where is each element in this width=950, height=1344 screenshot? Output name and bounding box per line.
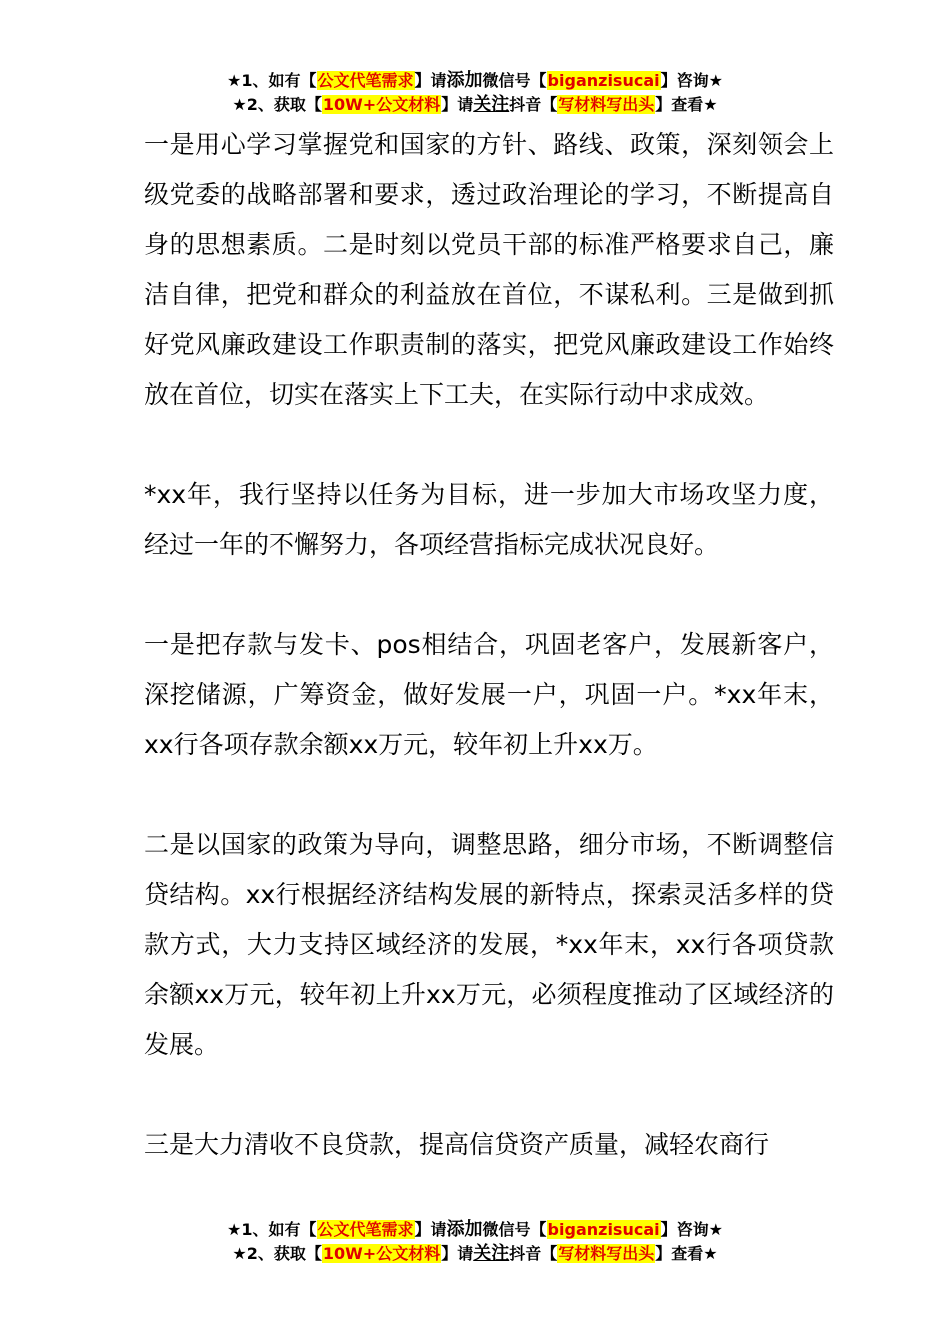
banner-line-1: [0, 69, 950, 93]
banner-text: 微信号【: [482, 1220, 547, 1239]
paragraph-4: 二是以国家的政策为导向，调整思路，细分市场，不断调整信贷结构。xx行根据经济结构发展的新特点，探索灵活多样的贷款方式，大力支持区域经济的发展，*xx年末，xx行各项贷款余额xx万元，较年初上升xx万元，必须程度推动了区域经济的发展。: [144, 830, 834, 1059]
banner-text: ★2、获取【: [232, 1244, 322, 1263]
banner-text: 】请: [414, 1220, 447, 1239]
banner-text: 】请: [441, 1244, 474, 1263]
paragraph-1: 一是用心学习掌握党和国家的方针、路线、政策，深刻领会上级党委的战略部署和要求，透过政治理论的学习，不断提高自身的思想素质。二是时刻以党员干部的标准严格要求自己，廉洁自律，把党和群众的利益放在首位，不谋私利。三是做到抓好党风廉政建设工作职责制的落实，把党风廉政建设工作始终放在首位，切实在落实上下工夫，在实际行动中求成效。: [144, 130, 834, 409]
banner-text: 微信号【: [482, 71, 547, 90]
paragraph-2: *xx年，我行坚持以任务为目标，进一步加大市场攻坚力度，经过一年的不懈努力，各项经营指标完成状况良好。: [144, 480, 834, 559]
paragraph-3: 一是把存款与发卡、pos相结合，巩固老客户，发展新客户，深挖储源，广筹资金，做好发展一户，巩固一户。*xx年末，xx行各项存款余额xx万元，较年初上升xx万。: [144, 630, 834, 759]
banner-highlight: biganzisucai: [547, 71, 660, 90]
banner-text: 】请: [414, 71, 447, 90]
banner-emphasis: 添加: [446, 1219, 483, 1240]
paragraph-5: 三是大力清收不良贷款，提高信贷资产质量，减轻农商行: [144, 1130, 770, 1159]
banner-text: 】请: [441, 95, 474, 114]
banner-line-2: [0, 93, 950, 117]
banner-highlight: 10W+公文材料: [322, 95, 441, 114]
banner-text: 】咨询★: [660, 71, 723, 90]
banner-highlight: 10W+公文材料: [322, 1244, 441, 1263]
banner-text: 】咨询★: [660, 1220, 723, 1239]
banner-line-1: [0, 1218, 950, 1242]
footer-banner: [0, 1218, 950, 1266]
banner-highlight: 写材料写出头: [558, 1244, 655, 1263]
banner-emphasis: 添加: [446, 70, 483, 91]
banner-text: ★1、如有【: [227, 71, 317, 90]
banner-highlight: 写材料写出头: [558, 95, 655, 114]
banner-highlight: 公文代笔需求: [317, 1220, 414, 1239]
document-body: [144, 120, 834, 1220]
banner-text: 】查看★: [655, 95, 718, 114]
banner-text: 抖音【: [509, 1244, 558, 1263]
banner-highlight: 公文代笔需求: [317, 71, 414, 90]
header-banner: [0, 69, 950, 117]
banner-emphasis: 关注: [473, 94, 510, 115]
banner-highlight: biganzisucai: [547, 1220, 660, 1239]
banner-text: 抖音【: [509, 95, 558, 114]
banner-emphasis: 关注: [473, 1243, 510, 1264]
banner-text: ★2、获取【: [232, 95, 322, 114]
banner-line-2: [0, 1242, 950, 1266]
banner-text: 】查看★: [655, 1244, 718, 1263]
banner-text: ★1、如有【: [227, 1220, 317, 1239]
